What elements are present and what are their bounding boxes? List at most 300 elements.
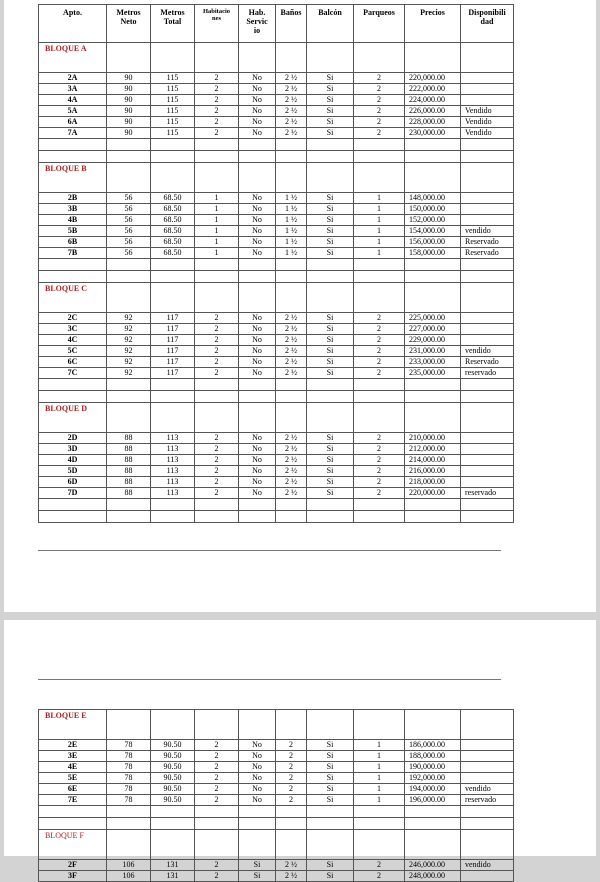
table-row <box>39 455 514 466</box>
table-cell: 88 <box>107 444 151 455</box>
empty-cell <box>239 379 276 391</box>
table-cell: 2 <box>354 455 405 466</box>
table-cell: 90 <box>107 95 151 106</box>
empty-cell <box>461 830 514 860</box>
table-cell <box>461 335 514 346</box>
table-cell: 2 <box>276 751 307 762</box>
table-cell: 2 ½ <box>276 128 307 139</box>
empty-cell <box>405 283 461 313</box>
empty-cell <box>461 391 514 403</box>
empty-cell <box>239 511 276 523</box>
table-row <box>39 488 514 499</box>
empty-cell <box>195 830 239 860</box>
table-row <box>39 368 514 379</box>
empty-cell <box>461 806 514 818</box>
empty-cell <box>276 43 307 73</box>
table-cell: 2 ½ <box>276 368 307 379</box>
table-cell: 1 <box>354 773 405 784</box>
table-cell: 115 <box>151 95 195 106</box>
table-cell: Vendido <box>461 128 514 139</box>
table-cell: 2 <box>354 466 405 477</box>
table-cell: No <box>239 346 276 357</box>
table-cell: Vendido <box>461 117 514 128</box>
table-cell: 90.50 <box>151 773 195 784</box>
column-header-text: io <box>253 26 261 35</box>
table-cell <box>461 477 514 488</box>
empty-cell <box>307 403 354 433</box>
table-cell: 6B <box>39 237 107 248</box>
table-cell: 2 <box>276 762 307 773</box>
table-cell: Si <box>307 444 354 455</box>
column-header-text: Parqueos <box>363 8 395 17</box>
table-cell: 2 <box>354 433 405 444</box>
table-cell: 68.50 <box>151 204 195 215</box>
empty-cell <box>151 499 195 511</box>
table-cell: No <box>239 313 276 324</box>
table-cell: 78 <box>107 795 151 806</box>
table-cell: 2B <box>39 193 107 204</box>
table-cell: 88 <box>107 488 151 499</box>
table-row <box>39 237 514 248</box>
empty-cell <box>151 403 195 433</box>
block-header-row <box>39 43 514 73</box>
table-cell: 115 <box>151 84 195 95</box>
table-cell: 117 <box>151 324 195 335</box>
table-row <box>39 466 514 477</box>
table-cell: 1 <box>354 751 405 762</box>
table-cell: No <box>239 477 276 488</box>
column-header-text: Apto. <box>63 8 82 17</box>
table-cell: 1 <box>354 795 405 806</box>
table-cell: Si <box>307 455 354 466</box>
table-cell: 2 ½ <box>276 444 307 455</box>
empty-cell <box>276 391 307 403</box>
table-cell <box>461 871 514 882</box>
table-cell: No <box>239 248 276 259</box>
empty-cell <box>307 283 354 313</box>
table-cell: Si <box>307 237 354 248</box>
table-cell: 68.50 <box>151 226 195 237</box>
pricing-table-continued <box>38 709 514 882</box>
table-cell: 2 <box>195 346 239 357</box>
column-header <box>39 5 107 43</box>
empty-cell <box>107 830 151 860</box>
table-cell: reservado <box>461 368 514 379</box>
table-cell: 113 <box>151 488 195 499</box>
empty-cell <box>354 139 405 151</box>
table-cell <box>461 762 514 773</box>
table-cell: 2 <box>195 117 239 128</box>
empty-cell <box>239 271 276 283</box>
empty-cell <box>405 806 461 818</box>
table-cell: Si <box>307 762 354 773</box>
table-row <box>39 751 514 762</box>
empty-cell <box>195 806 239 818</box>
empty-cell <box>354 379 405 391</box>
table-cell: 2 <box>195 368 239 379</box>
empty-cell <box>195 43 239 73</box>
empty-cell <box>276 830 307 860</box>
table-cell: 2 ½ <box>276 346 307 357</box>
empty-cell <box>461 818 514 830</box>
empty-cell <box>461 710 514 740</box>
table-row <box>39 204 514 215</box>
table-row <box>39 248 514 259</box>
table-cell: No <box>239 433 276 444</box>
table-row <box>39 117 514 128</box>
empty-cell <box>405 271 461 283</box>
empty-cell <box>276 403 307 433</box>
empty-cell <box>405 391 461 403</box>
table-cell: No <box>239 84 276 95</box>
document-page-1 <box>4 0 596 612</box>
empty-cell <box>151 806 195 818</box>
table-cell: 2 <box>195 324 239 335</box>
table-cell: 2 <box>195 313 239 324</box>
table-cell: 2 <box>195 73 239 84</box>
table-cell: 88 <box>107 477 151 488</box>
table-cell: 117 <box>151 346 195 357</box>
table-cell: 2 <box>195 784 239 795</box>
table-cell: No <box>239 488 276 499</box>
table-cell: 3D <box>39 444 107 455</box>
empty-cell <box>151 151 195 163</box>
table-cell: 2A <box>39 73 107 84</box>
block-header-row <box>39 163 514 193</box>
empty-cell <box>354 403 405 433</box>
table-cell: 3B <box>39 204 107 215</box>
empty-cell <box>239 163 276 193</box>
table-cell: Si <box>307 477 354 488</box>
table-cell: 210,000.00 <box>405 433 461 444</box>
table-cell: 2 <box>195 477 239 488</box>
table-cell: 2D <box>39 433 107 444</box>
table-cell: No <box>239 357 276 368</box>
empty-cell <box>354 710 405 740</box>
empty-cell <box>107 139 151 151</box>
table-cell: 117 <box>151 313 195 324</box>
table-cell: 90.50 <box>151 762 195 773</box>
table-cell: No <box>239 204 276 215</box>
table-cell: 2 <box>354 106 405 117</box>
table-cell: 227,000.00 <box>405 324 461 335</box>
table-cell: No <box>239 455 276 466</box>
column-header-text: Balcón <box>318 8 342 17</box>
empty-cell <box>39 818 107 830</box>
table-cell: 2 <box>354 477 405 488</box>
table-cell: 2 ½ <box>276 455 307 466</box>
table-cell: 56 <box>107 204 151 215</box>
table-cell: 2 <box>354 488 405 499</box>
pricing-table <box>38 4 514 523</box>
table-cell: 68.50 <box>151 248 195 259</box>
column-header-text: nes <box>211 15 222 22</box>
empty-cell <box>39 511 107 523</box>
empty-cell <box>307 710 354 740</box>
table-cell: 4E <box>39 762 107 773</box>
table-cell: 2 <box>354 444 405 455</box>
table-cell: 2 <box>195 357 239 368</box>
empty-cell <box>405 379 461 391</box>
empty-cell <box>276 283 307 313</box>
empty-cell <box>195 283 239 313</box>
empty-cell <box>39 499 107 511</box>
table-cell: Si <box>307 117 354 128</box>
table-cell: 1 <box>195 215 239 226</box>
table-cell: 78 <box>107 762 151 773</box>
empty-cell <box>151 139 195 151</box>
table-cell: 2E <box>39 740 107 751</box>
table-cell: 1 ½ <box>276 237 307 248</box>
table-cell: Si <box>307 84 354 95</box>
table-cell: 3A <box>39 84 107 95</box>
table-cell: Si <box>307 871 354 882</box>
table-cell: 192,000.00 <box>405 773 461 784</box>
table-row <box>39 335 514 346</box>
table-cell: No <box>239 106 276 117</box>
table-cell: 2 <box>195 128 239 139</box>
table-cell: 2 <box>354 871 405 882</box>
empty-cell <box>239 710 276 740</box>
table-cell: 1 <box>354 237 405 248</box>
spacer-row <box>39 271 514 283</box>
column-header <box>107 5 151 43</box>
empty-cell <box>151 43 195 73</box>
empty-cell <box>276 818 307 830</box>
table-cell: 233,000.00 <box>405 357 461 368</box>
table-cell: Si <box>307 433 354 444</box>
column-header <box>195 5 239 43</box>
table-cell: 3C <box>39 324 107 335</box>
empty-cell <box>39 259 107 271</box>
empty-cell <box>107 283 151 313</box>
table-cell: 115 <box>151 117 195 128</box>
empty-cell <box>239 43 276 73</box>
column-header-text: dad <box>480 17 494 26</box>
table-row <box>39 106 514 117</box>
column-header <box>151 5 195 43</box>
table-cell <box>461 193 514 204</box>
column-header <box>405 5 461 43</box>
empty-cell <box>239 151 276 163</box>
table-cell: 117 <box>151 357 195 368</box>
table-cell: 1 ½ <box>276 226 307 237</box>
empty-cell <box>354 163 405 193</box>
empty-cell <box>239 391 276 403</box>
spacer-row <box>39 259 514 271</box>
empty-cell <box>195 259 239 271</box>
table-cell: 2 ½ <box>276 871 307 882</box>
table-cell: Si <box>307 346 354 357</box>
table-cell: No <box>239 368 276 379</box>
table-cell: 2 <box>276 740 307 751</box>
empty-cell <box>39 151 107 163</box>
table-cell: 2 ½ <box>276 466 307 477</box>
table-cell: 2 <box>195 860 239 871</box>
table-cell: 117 <box>151 368 195 379</box>
table-cell: 88 <box>107 466 151 477</box>
table-cell: Si <box>307 860 354 871</box>
empty-cell <box>354 259 405 271</box>
table-cell: 158,000.00 <box>405 248 461 259</box>
table-cell: 7B <box>39 248 107 259</box>
table-cell: Reservado <box>461 237 514 248</box>
spacer-row <box>39 151 514 163</box>
table-cell: Reservado <box>461 248 514 259</box>
empty-cell <box>405 403 461 433</box>
table-cell: 2 <box>195 795 239 806</box>
empty-cell <box>307 271 354 283</box>
table-cell: 90 <box>107 117 151 128</box>
empty-cell <box>195 379 239 391</box>
empty-cell <box>107 499 151 511</box>
spacer-row <box>39 511 514 523</box>
table-cell: 2C <box>39 313 107 324</box>
empty-cell <box>195 163 239 193</box>
empty-cell <box>151 271 195 283</box>
table-cell: 113 <box>151 477 195 488</box>
table-cell: 90 <box>107 84 151 95</box>
block-title: BLOQUE A <box>39 43 107 73</box>
table-cell: 2 <box>195 95 239 106</box>
table-cell: 92 <box>107 346 151 357</box>
table-cell: Si <box>307 324 354 335</box>
column-header-text: Baños <box>280 8 302 17</box>
table-cell: No <box>239 117 276 128</box>
empty-cell <box>39 379 107 391</box>
empty-cell <box>307 379 354 391</box>
empty-cell <box>239 830 276 860</box>
table-cell: 2 <box>195 444 239 455</box>
table-cell: 131 <box>151 860 195 871</box>
column-header <box>354 5 405 43</box>
table-cell: Si <box>307 466 354 477</box>
table-cell: No <box>239 128 276 139</box>
table-cell: 190,000.00 <box>405 762 461 773</box>
table-cell: 2 ½ <box>276 313 307 324</box>
empty-cell <box>107 391 151 403</box>
table-cell: 2 ½ <box>276 95 307 106</box>
empty-cell <box>354 830 405 860</box>
empty-cell <box>461 283 514 313</box>
table-cell: 235,000.00 <box>405 368 461 379</box>
table-cell: 2 <box>195 106 239 117</box>
table-cell: 1 <box>195 237 239 248</box>
table-cell <box>461 204 514 215</box>
table-cell: Si <box>239 871 276 882</box>
empty-cell <box>354 391 405 403</box>
table-cell: Si <box>307 215 354 226</box>
table-cell: 2 ½ <box>276 324 307 335</box>
table-cell: Si <box>307 73 354 84</box>
table-row <box>39 773 514 784</box>
empty-cell <box>405 830 461 860</box>
empty-cell <box>405 818 461 830</box>
table-cell: No <box>239 237 276 248</box>
table-cell: 2 <box>195 488 239 499</box>
table-cell: 56 <box>107 248 151 259</box>
empty-cell <box>151 830 195 860</box>
table-cell <box>461 751 514 762</box>
table-cell: vendido <box>461 784 514 795</box>
table-cell: 228,000.00 <box>405 117 461 128</box>
empty-cell <box>195 710 239 740</box>
table-cell: 7C <box>39 368 107 379</box>
table-cell: reservado <box>461 488 514 499</box>
table-cell: 229,000.00 <box>405 335 461 346</box>
table-cell: reservado <box>461 795 514 806</box>
table-cell: 2 <box>354 128 405 139</box>
table-cell: No <box>239 444 276 455</box>
empty-cell <box>405 139 461 151</box>
table-cell: 56 <box>107 215 151 226</box>
empty-cell <box>461 139 514 151</box>
table-cell: Si <box>239 860 276 871</box>
table-cell: 2 <box>276 795 307 806</box>
table-cell: No <box>239 73 276 84</box>
table-cell: 90.50 <box>151 740 195 751</box>
spacer-row <box>39 818 514 830</box>
table-cell: 68.50 <box>151 193 195 204</box>
empty-cell <box>461 271 514 283</box>
table-cell: 150,000.00 <box>405 204 461 215</box>
table-cell: 1 <box>195 193 239 204</box>
table-cell: 2 <box>195 740 239 751</box>
table-cell <box>461 466 514 477</box>
block-header-row <box>39 710 514 740</box>
empty-cell <box>107 271 151 283</box>
table-cell: 224,000.00 <box>405 95 461 106</box>
table-cell: 2 <box>354 357 405 368</box>
table-cell: Si <box>307 95 354 106</box>
empty-cell <box>461 163 514 193</box>
table-cell: 115 <box>151 73 195 84</box>
empty-cell <box>276 499 307 511</box>
empty-cell <box>151 818 195 830</box>
empty-cell <box>195 499 239 511</box>
empty-cell <box>107 818 151 830</box>
empty-cell <box>239 818 276 830</box>
empty-cell <box>405 43 461 73</box>
empty-cell <box>39 271 107 283</box>
empty-cell <box>461 259 514 271</box>
empty-cell <box>239 499 276 511</box>
empty-cell <box>39 139 107 151</box>
table-row <box>39 444 514 455</box>
table-cell: 216,000.00 <box>405 466 461 477</box>
table-cell: 56 <box>107 237 151 248</box>
table-cell: 2 <box>195 455 239 466</box>
table-cell: 2 ½ <box>276 477 307 488</box>
table-cell: Si <box>307 357 354 368</box>
table-row <box>39 95 514 106</box>
empty-cell <box>307 806 354 818</box>
table-cell: 115 <box>151 128 195 139</box>
table-cell: No <box>239 795 276 806</box>
empty-cell <box>239 139 276 151</box>
empty-cell <box>276 151 307 163</box>
table-cell <box>461 95 514 106</box>
column-header <box>307 5 354 43</box>
table-cell: No <box>239 324 276 335</box>
table-cell: Si <box>307 751 354 762</box>
table-cell: 6D <box>39 477 107 488</box>
spacer-row <box>39 499 514 511</box>
table-cell: 2 ½ <box>276 433 307 444</box>
table-cell: 113 <box>151 455 195 466</box>
table-cell: 1 <box>354 204 405 215</box>
table-cell: 2 <box>354 73 405 84</box>
